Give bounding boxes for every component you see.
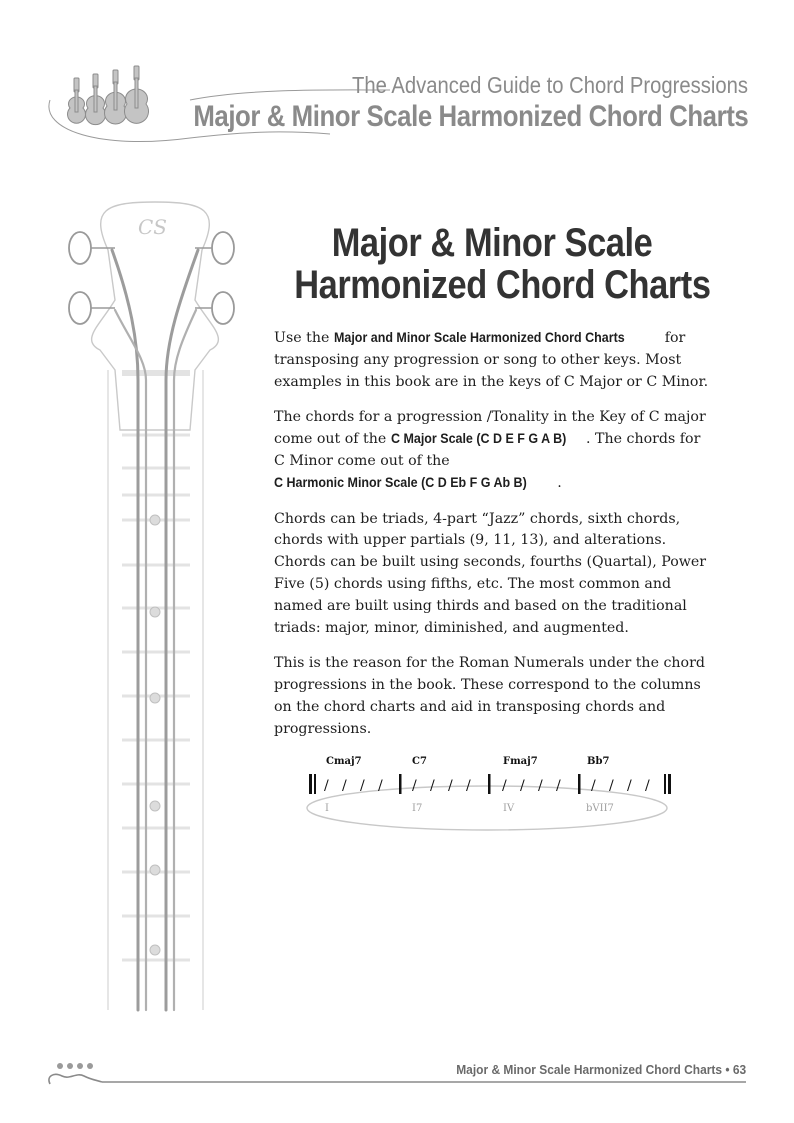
text: . xyxy=(557,474,562,491)
text: . The chords for C Minor come out of the xyxy=(274,431,701,469)
highlight-minor-scale: C Harmonic Minor Scale (C D Eb F G Ab B) xyxy=(274,474,527,491)
strum-slash: / xyxy=(609,778,614,794)
footer-running-title xyxy=(456,1062,746,1077)
strum-slash: / xyxy=(556,778,561,794)
strum-slash: / xyxy=(360,778,365,794)
strum-slash: / xyxy=(466,778,471,794)
strum-slash: / xyxy=(591,778,596,794)
header-subtitle: The Advanced Guide to Chord Progressions xyxy=(351,72,748,98)
chord-label-3: Fmaj7 xyxy=(503,756,538,767)
strum-slash: / xyxy=(627,778,632,794)
roman-numeral-3: IV xyxy=(503,803,515,814)
chord-label-4: Bb7 xyxy=(587,756,610,767)
text: for transposing any progression or song to other keys. Most examples in this book are in the keys of C Major or C Minor. xyxy=(274,330,709,390)
text: Use the xyxy=(274,330,334,346)
strum-slash: / xyxy=(324,778,329,794)
paragraph-scales xyxy=(274,407,714,494)
strum-slash: / xyxy=(412,778,417,794)
paragraph-intro xyxy=(274,328,714,393)
strum-slash: / xyxy=(520,778,525,794)
page-title xyxy=(294,221,711,307)
footer-separator: • xyxy=(725,1062,730,1077)
strum-slash: / xyxy=(502,778,507,794)
text: The chords for a progression /Tonality in the Key of C major come out of the xyxy=(274,409,706,448)
roman-numeral-2: I7 xyxy=(412,803,423,814)
strum-slash: / xyxy=(342,778,347,794)
chord-label-1: Cmaj7 xyxy=(326,756,362,767)
roman-numeral-1: I xyxy=(325,803,329,814)
header-title: Major & Minor Scale Harmonized Chord Charts xyxy=(193,100,748,133)
strum-slash: / xyxy=(430,778,435,794)
body-text xyxy=(274,328,714,755)
paragraph-chord-types: Chords can be triads, 4-part “Jazz” chords, sixth chords, chords with upper partials (9, 11, 13), and alterations. Chords can be built using seconds, fourths (Quartal), Power Five (5) chords using fifths, etc. The most common and named are built using thirds and based on the traditional triads: major, minor, diminished, and augmented. xyxy=(274,510,707,636)
chord-label-2: C7 xyxy=(412,756,427,767)
roman-numeral-4: bVII7 xyxy=(586,803,614,814)
strum-slash: / xyxy=(645,778,650,794)
highlight-chart-name: Major and Minor Scale Harmonized Chord Charts xyxy=(333,330,625,346)
highlight-major-scale: C Major Scale (C D E F G A B) xyxy=(390,431,567,448)
page-title-line-1: Major & Minor Scale xyxy=(331,221,653,265)
strum-slash: / xyxy=(448,778,453,794)
footer-title: Major & Minor Scale Harmonized Chord Charts xyxy=(455,1062,722,1077)
page-number: 63 xyxy=(732,1062,746,1077)
ukulele-neck-illustration xyxy=(60,190,250,1020)
logo-initials: CS xyxy=(138,215,168,239)
strum-slash: / xyxy=(378,778,383,794)
page-title-line-2: Harmonized Chord Charts xyxy=(294,263,711,307)
paragraph-roman-numerals: This is the reason for the Roman Numerals under the chord progressions in the book. These correspond to the columns on the chord charts and aid in transposing chords and progressions. xyxy=(274,655,705,737)
strum-slash: / xyxy=(538,778,543,794)
